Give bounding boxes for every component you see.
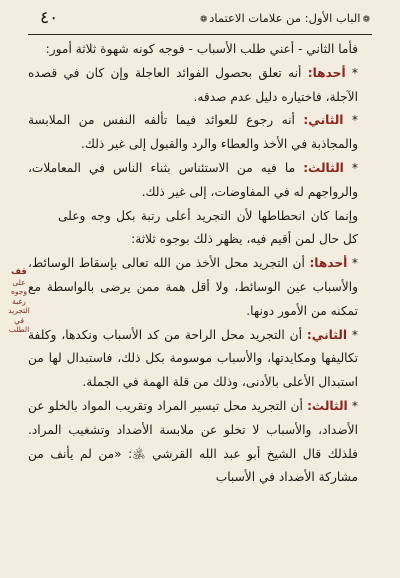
paragraph-text: وإنما كان انحطاطها لأن التجريد أعلى رتبة بكل وجه وعلى كل حال لمن أقيم فيه، يظهر ذلك بوجوه ثلاثة:	[58, 208, 358, 247]
paragraph-text: فأما الثاني - أعني طلب الأسباب - فوجه كونه شهوة ثلاثة أمور:	[45, 42, 358, 56]
point-label: الثاني:	[303, 113, 344, 128]
paragraph-text: أن التجريد محل الأخذ من الله تعالى بإسقاط الوسائط، والأسباب عين الوسائط، ولا أقل همة ممن يرضى بالواسطة مع تمكنه من الأمور دونها.	[28, 256, 358, 318]
paragraph	[28, 252, 370, 323]
bullet-icon: *	[351, 65, 359, 80]
page-number: ٤٠	[40, 8, 59, 28]
point-label: الثاني:	[306, 327, 347, 342]
paragraph	[28, 205, 370, 253]
bullet-icon: *	[351, 113, 359, 128]
paragraph	[28, 157, 370, 205]
header-divider	[28, 34, 372, 35]
bullet-icon: *	[351, 160, 359, 175]
paragraph	[28, 62, 370, 110]
bullet-icon: *	[351, 327, 359, 342]
paragraph-text: ما فيه من الاستئناس بثناء الناس في المعاملات، والرواجهم له في المفاوضات، إلى غير ذلك.	[28, 160, 358, 199]
running-title-text: الباب الأول: من علامات الاعتماد	[209, 11, 361, 25]
margin-note-text: على وجوه رغبة التجريد في الطلب	[8, 277, 30, 334]
paragraph-text: أنه رجوع للعوائد فيما تألفه النفس من الملابسة والمجاذبة في الأخذ والعطاء والرد والقبول إلى غير ذلك.	[28, 113, 358, 152]
bullet-icon: *	[351, 256, 358, 271]
margin-note-head: قف	[11, 267, 27, 277]
ornament-icon: ❁	[362, 15, 370, 25]
paragraph	[28, 109, 370, 157]
main-text	[28, 38, 370, 490]
point-label: أحدها:	[309, 256, 348, 271]
point-label: الثالث:	[303, 160, 344, 175]
paragraph	[28, 395, 370, 490]
paragraph	[28, 38, 370, 62]
running-title	[198, 11, 372, 25]
paragraph-text: أن التجريد محل تيسير المراد وتقريب المواد بالخلو عن الأضداد، والأسباب لا تخلو عن ملابسة الأضداد وتشغيب المراد. فلذلك قال الشيخ أبو عبد الله القرشي ﵁: «من لم يأنف من مشاركة الأضداد في الأسباب	[28, 398, 358, 485]
ornament-icon: ❁	[199, 15, 208, 25]
page-header	[40, 10, 372, 32]
point-label: أحدها:	[307, 65, 346, 80]
paragraph-text: أنه تعلق بحصول الفوائد العاجلة وإن كان في قصده الآجلة، فاختياره دليل عدم صدقه.	[28, 65, 358, 104]
paragraph-text: أن التجريد محل الراحة من كد الأسباب ونكدها، وكلفة تكاليفها ومكايدتها، والأسباب موسومة بكل ذلك، فاستبدال لها من استبدال الأعلى بالأدنى، وذلك من قلة الهمة في الجملة.	[28, 327, 358, 390]
point-label: الثالث:	[307, 398, 348, 413]
bullet-icon: *	[351, 398, 359, 413]
paragraph	[28, 324, 370, 395]
